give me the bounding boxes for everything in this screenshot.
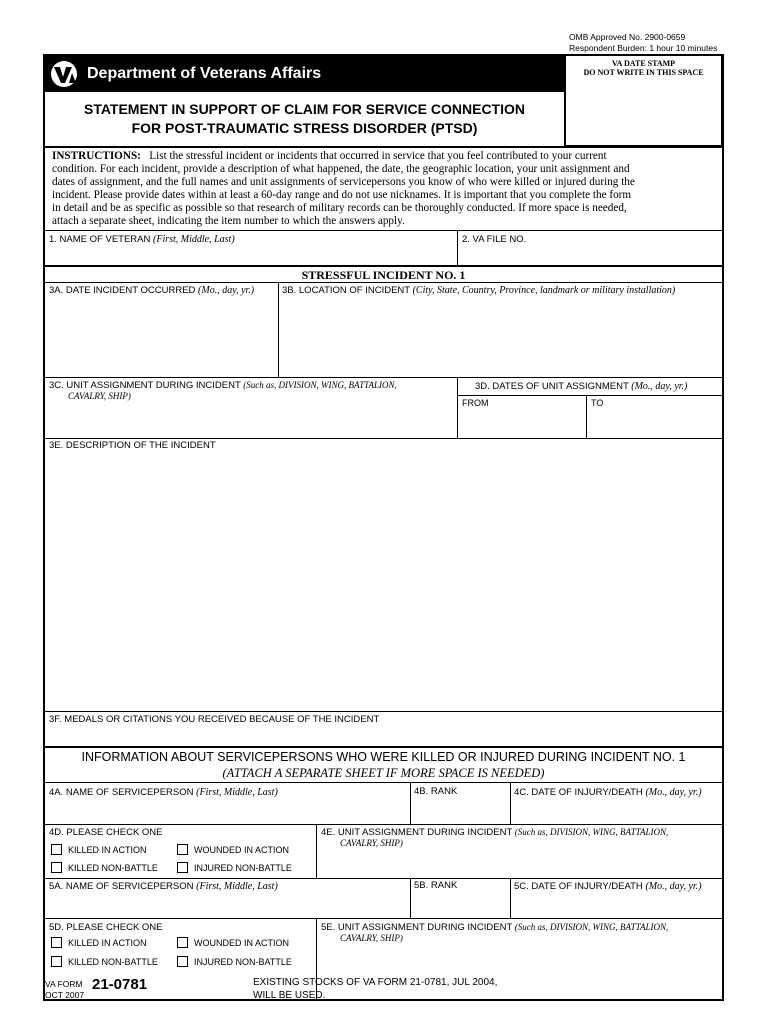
form-title-line1: STATEMENT IN SUPPORT OF CLAIM FOR SERVICE CONNECTION bbox=[83, 101, 525, 117]
field-label: 5C. DATE OF INJURY/DEATH bbox=[514, 881, 643, 892]
checkbox-label: KILLED NON-BATTLE bbox=[68, 957, 158, 967]
field-label: 1. NAME OF VETERAN bbox=[49, 234, 151, 245]
to-label: TO bbox=[591, 398, 604, 408]
sp2-unit-label bbox=[321, 922, 668, 933]
location-incident-label bbox=[282, 285, 675, 296]
sp2-unit-field[interactable] bbox=[318, 945, 721, 998]
sp1-wounded-in-action-checkbox[interactable] bbox=[177, 844, 188, 855]
unit-assignment-hint: CAVALRY, SHIP) bbox=[68, 391, 131, 401]
checkbox-label: INJURED NON-BATTLE bbox=[194, 863, 292, 873]
dates-assignment-label bbox=[475, 381, 687, 392]
respondent-burden: Respondent Burden: 1 hour 10 minutes bbox=[569, 43, 718, 53]
field-label: 3D. DATES OF UNIT ASSIGNMENT bbox=[475, 381, 629, 392]
sp1-injured-non-battle-checkbox[interactable] bbox=[177, 862, 188, 873]
footer-form-date: OCT 2007 bbox=[45, 990, 85, 1000]
agency-header-bar bbox=[45, 56, 564, 92]
sp2-killed-in-action-checkbox[interactable] bbox=[51, 937, 62, 948]
sp1-rank-label: 4B. RANK bbox=[414, 786, 458, 797]
footer-form-number: 21-0781 bbox=[92, 976, 148, 993]
servicepersons-subheading: (ATTACH A SEPARATE SHEET IF MORE SPACE IS NEEDED) bbox=[222, 766, 545, 780]
servicepersons-heading: INFORMATION ABOUT SERVICEPERSONS WHO WERE KILLED OR INJURED DURING INCIDENT NO. 1 bbox=[81, 750, 686, 764]
incident-heading: STRESSFUL INCIDENT NO. 1 bbox=[301, 268, 466, 282]
from-date-field[interactable] bbox=[459, 409, 585, 437]
from-label: FROM bbox=[462, 398, 489, 408]
sp2-injured-non-battle-checkbox[interactable] bbox=[177, 956, 188, 967]
sp2-date-field[interactable] bbox=[512, 894, 721, 917]
instructions-block bbox=[52, 150, 718, 228]
checkbox-label: KILLED IN ACTION bbox=[68, 938, 147, 948]
field-label: 4A. NAME OF SERVICEPERSON bbox=[49, 787, 194, 798]
footer-stocks-line1: EXISTING STOCKS OF VA FORM 21-0781, JUL 2004, bbox=[253, 977, 498, 988]
sp2-wounded-in-action-checkbox[interactable] bbox=[177, 937, 188, 948]
omb-approval-number: OMB Approved No. 2900-0659 bbox=[569, 32, 686, 42]
instructions-line: attach a separate sheet, indicating the item number to which the answers apply. bbox=[52, 215, 405, 227]
field-hint: (Such as, DIVISION, WING, BATTALION, bbox=[514, 922, 669, 932]
field-hint: (First, Middle, Last) bbox=[153, 234, 235, 245]
field-label: 4E. UNIT ASSIGNMENT DURING INCIDENT bbox=[321, 827, 513, 838]
field-hint: (Mo., day, yr.) bbox=[198, 285, 255, 296]
sp1-date-label bbox=[514, 787, 702, 798]
sp2-check-label: 5D. PLEASE CHECK ONE bbox=[49, 922, 163, 933]
to-date-field[interactable] bbox=[588, 409, 721, 437]
medals-field[interactable] bbox=[45, 727, 721, 745]
footer-form-label: VA FORM bbox=[45, 979, 83, 989]
checkbox-label: KILLED IN ACTION bbox=[68, 845, 147, 855]
instructions-line: in detail and be as specific as possible so that research of military records can be thoroughly conducted. If more space is needed, bbox=[52, 202, 627, 214]
field-hint: (Mo., day, yr.) bbox=[645, 787, 702, 798]
sp2-name-field[interactable] bbox=[45, 894, 409, 917]
field-hint: (Mo., day, yr.) bbox=[631, 381, 688, 392]
agency-name: Department of Veterans Affairs bbox=[87, 65, 322, 82]
veteran-name-field[interactable] bbox=[45, 246, 456, 264]
sp2-rank-field[interactable] bbox=[412, 894, 509, 917]
instructions-line: condition. For each incident, provide a description of what happened, the date, the geographic location, your unit assignment and bbox=[52, 163, 630, 175]
date-incident-label bbox=[49, 285, 254, 296]
unit-assignment-field[interactable] bbox=[45, 404, 456, 437]
sp1-name-label bbox=[49, 787, 278, 798]
checkbox-label: WOUNDED IN ACTION bbox=[194, 845, 290, 855]
instructions-line: incident. Please provide dates within at least a 60-day range and do not use nicknames. It is important that you complete the form bbox=[52, 189, 632, 201]
checkbox-label: WOUNDED IN ACTION bbox=[194, 938, 290, 948]
sp1-killed-non-battle-checkbox[interactable] bbox=[51, 862, 62, 873]
unit-assignment-label bbox=[49, 380, 397, 391]
field-label: 4C. DATE OF INJURY/DEATH bbox=[514, 787, 643, 798]
sp2-date-label bbox=[514, 881, 702, 892]
stamp-title: VA DATE STAMP bbox=[611, 59, 676, 68]
instructions-line: dates of assignment, and the full names and unit assignments of servicepersons you know of who were killed or injured during the bbox=[52, 176, 635, 188]
field-label: 3B. LOCATION OF INCIDENT bbox=[282, 285, 410, 296]
sp2-rank-label: 5B. RANK bbox=[414, 880, 458, 891]
field-label: 3A. DATE INCIDENT OCCURRED bbox=[49, 285, 196, 296]
stamp-note: DO NOT WRITE IN THIS SPACE bbox=[583, 68, 704, 77]
date-incident-field[interactable] bbox=[45, 298, 277, 376]
sp2-name-label bbox=[49, 881, 278, 892]
veteran-name-label bbox=[49, 234, 235, 245]
va-file-no-field[interactable] bbox=[459, 246, 721, 264]
instructions-label: INSTRUCTIONS: bbox=[52, 150, 141, 162]
footer-stocks-line2: WILL BE USED. bbox=[253, 990, 326, 1001]
location-incident-field[interactable] bbox=[280, 298, 721, 376]
va-date-stamp-box bbox=[564, 54, 723, 147]
medals-label: 3F. MEDALS OR CITATIONS YOU RECEIVED BECAUSE OF THE INCIDENT bbox=[49, 714, 380, 725]
sp1-unit-field[interactable] bbox=[318, 850, 721, 877]
field-label: 3C. UNIT ASSIGNMENT DURING INCIDENT bbox=[49, 380, 241, 391]
field-hint: (First, Middle, Last) bbox=[196, 787, 278, 798]
sp1-check-label: 4D. PLEASE CHECK ONE bbox=[49, 827, 163, 838]
sp1-unit-hint: CAVALRY, SHIP) bbox=[340, 838, 403, 848]
field-label: 5E. UNIT ASSIGNMENT DURING INCIDENT bbox=[321, 922, 513, 933]
description-field[interactable] bbox=[45, 454, 721, 710]
field-hint: (City, State, Country, Province, landmark or military installation) bbox=[412, 285, 676, 296]
field-label: 5A. NAME OF SERVICEPERSON bbox=[49, 881, 194, 892]
va-logo bbox=[49, 60, 79, 88]
field-hint: (Such as, DIVISION, WING, BATTALION, bbox=[514, 827, 669, 837]
sp2-killed-non-battle-checkbox[interactable] bbox=[51, 956, 62, 967]
checkbox-label: INJURED NON-BATTLE bbox=[194, 957, 292, 967]
instructions-line: List the stressful incident or incidents that occurred in service that you feel contributed to your current bbox=[149, 150, 607, 162]
form-title-line2: FOR POST-TRAUMATIC STRESS DISORDER (PTSD) bbox=[131, 120, 478, 136]
field-hint: (First, Middle, Last) bbox=[196, 881, 278, 892]
va-file-no-label: 2. VA FILE NO. bbox=[462, 234, 527, 245]
sp1-unit-label bbox=[321, 827, 668, 838]
field-hint: (Mo., day, yr.) bbox=[645, 881, 702, 892]
field-hint: (Such as, DIVISION, WING, BATTALION, bbox=[243, 380, 397, 390]
sp1-killed-in-action-checkbox[interactable] bbox=[51, 844, 62, 855]
description-label: 3E. DESCRIPTION OF THE INCIDENT bbox=[49, 440, 216, 451]
sp1-name-field[interactable] bbox=[45, 800, 409, 823]
sp1-date-field[interactable] bbox=[512, 800, 721, 823]
sp2-unit-hint: CAVALRY, SHIP) bbox=[340, 933, 403, 943]
checkbox-label: KILLED NON-BATTLE bbox=[68, 863, 158, 873]
sp1-rank-field[interactable] bbox=[412, 800, 509, 823]
